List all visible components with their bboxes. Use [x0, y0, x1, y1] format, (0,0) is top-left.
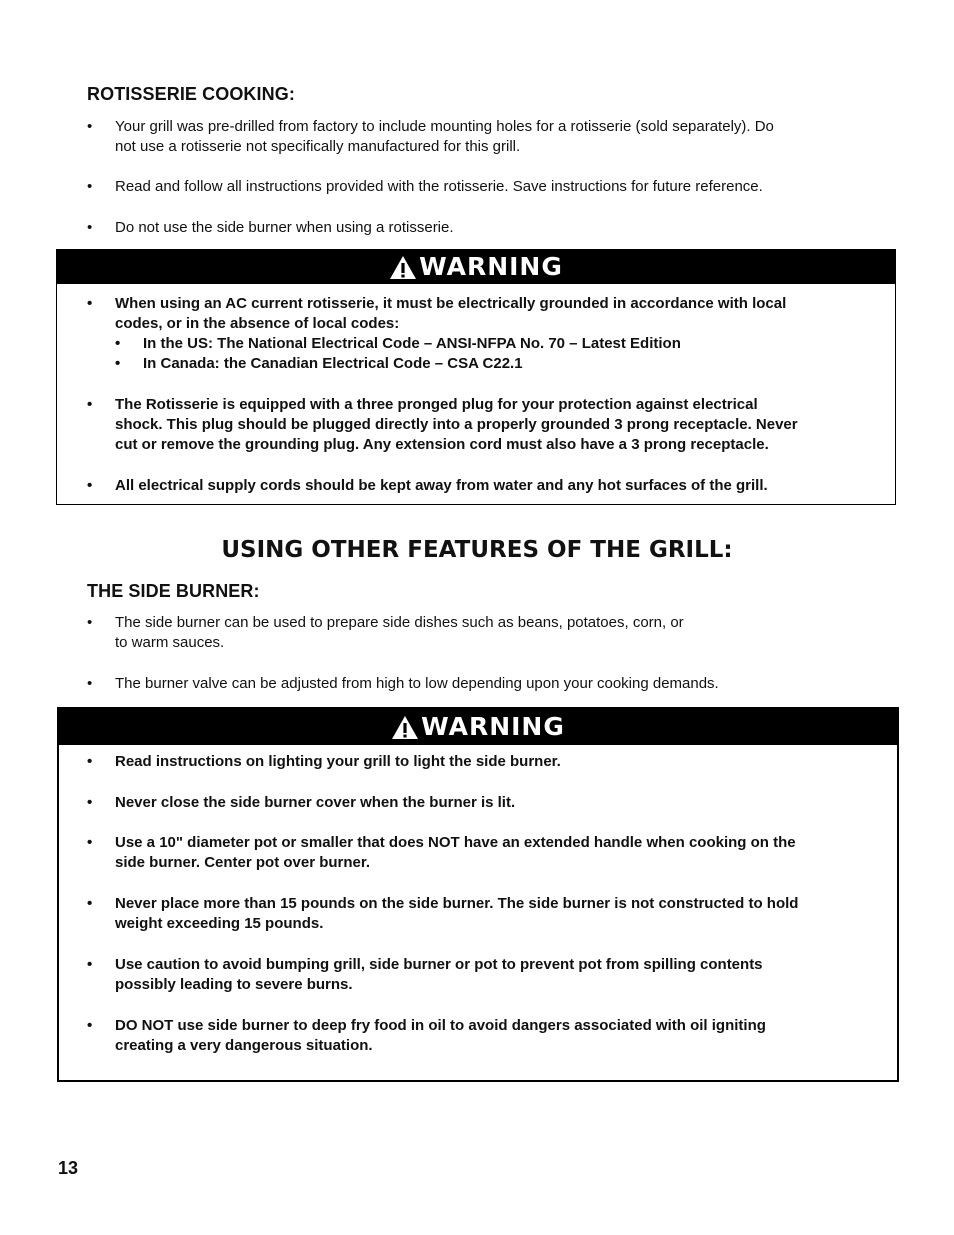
bullet-dot: • [87, 295, 93, 312]
list-item-text: Do not use the side burner when using a rotisserie. [115, 219, 454, 236]
warning-item-text: Read instructions on lighting your grill to light the side burner. [115, 753, 561, 770]
warning-banner [57, 250, 895, 284]
bullet-dot: • [87, 794, 93, 811]
bullet-dot: • [87, 118, 93, 135]
bullet-dot: • [87, 956, 93, 973]
warning-item-text: DO NOT use side burner to deep fry food in oil to avoid dangers associated with oil igniting creating a very dangerous situation. [115, 1017, 766, 1054]
bullet-dot: • [87, 753, 93, 770]
rotisserie-heading: ROTISSERIE COOKING: [87, 84, 295, 104]
bullet-dot: • [87, 396, 93, 413]
warning-item-text: Use a 10" diameter pot or smaller that does NOT have an extended handle when cooking on the side burner. Center pot over burner. [115, 834, 796, 871]
warning-label: WARNING [421, 712, 565, 741]
bullet-dot: • [87, 834, 93, 851]
warning-item-text: When using an AC current rotisserie, it must be electrically grounded in accordance with local codes, or in the absence of local codes: [115, 295, 787, 332]
rotisserie-warning-box [56, 249, 896, 505]
warning-item-text: All electrical supply cords should be kept away from water and any hot surfaces of the grill. [115, 477, 768, 494]
side-burner-heading: THE SIDE BURNER: [87, 581, 260, 601]
warning-item-text: The Rotisserie is equipped with a three pronged plug for your protection against electrical shock. This plug should be plugged directly into a properly grounded 3 prong receptacle. Never cut or remove the grounding plug. Any extension cord must also have a 3 prong receptacle. [115, 396, 798, 453]
warning-item-text: Use caution to avoid bumping grill, side burner or pot to prevent pot from spilling contents possibly leading to severe burns. [115, 956, 763, 993]
features-title: USING OTHER FEATURES OF THE GRILL: [221, 537, 733, 563]
bullet-dot: • [115, 335, 121, 352]
list-item-text: Read and follow all instructions provided with the rotisserie. Save instructions for future reference. [115, 178, 763, 195]
warning-item-text: Never close the side burner cover when the burner is lit. [115, 794, 516, 811]
warning-triangle-icon [391, 715, 419, 740]
bullet-dot: • [87, 895, 93, 912]
bullet-dot: • [87, 1017, 93, 1034]
list-item-text: Your grill was pre-drilled from factory to include mounting holes for a rotisserie (sold separately). Do not use a rotisserie not specifically manufactured for this grill. [115, 118, 774, 155]
page-number: 13 [58, 1158, 79, 1178]
bullet-dot: • [87, 178, 93, 195]
warning-subitem-text: In Canada: the Canadian Electrical Code – CSA C22.1 [143, 355, 523, 372]
warning-item-text: Never place more than 15 pounds on the side burner. The side burner is not constructed to hold weight exceeding 15 pounds. [115, 895, 799, 932]
warning-label: WARNING [419, 252, 563, 281]
bullet-dot: • [87, 477, 93, 494]
bullet-dot: • [115, 355, 121, 372]
bullet-dot: • [87, 614, 93, 631]
warning-triangle-icon [389, 255, 417, 280]
warning-banner [59, 709, 897, 745]
warning-subitem-text: In the US: The National Electrical Code – ANSI-NFPA No. 70 – Latest Edition [143, 335, 681, 352]
list-item-text: The side burner can be used to prepare side dishes such as beans, potatoes, corn, or to warm sauces. [115, 614, 684, 651]
list-item-text: The burner valve can be adjusted from high to low depending upon your cooking demands. [115, 675, 719, 692]
bullet-dot: • [87, 675, 93, 692]
bullet-dot: • [87, 219, 93, 236]
